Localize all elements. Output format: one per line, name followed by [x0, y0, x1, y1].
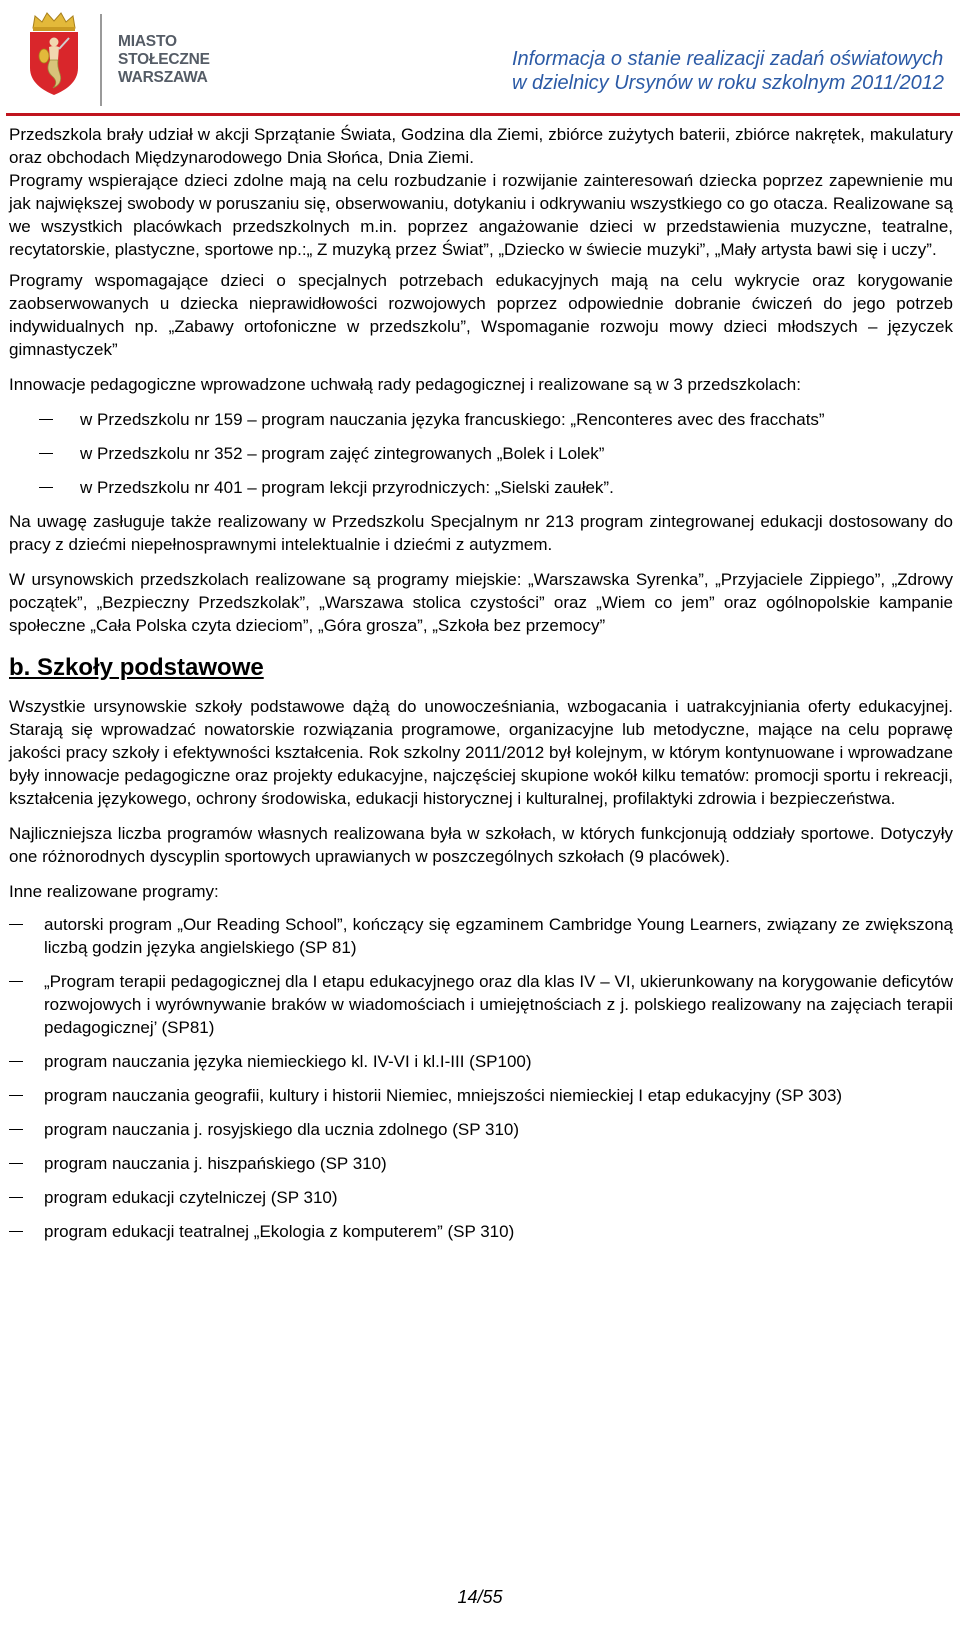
dash-bullet-icon — [9, 1095, 23, 1096]
city-logo-text — [118, 33, 210, 87]
logo-line-1: MIASTO — [118, 33, 177, 50]
header-rule — [6, 113, 960, 116]
list-item — [9, 1084, 953, 1107]
list-item-text: w Przedszkolu nr 159 – program nauczania języka francuskiego: „Renconteres avec des fracchats” — [80, 410, 825, 429]
logo-line-2: STOŁECZNE — [118, 51, 210, 68]
list-item — [9, 913, 953, 959]
paragraph: Innowacje pedagogiczne wprowadzone uchwałą rady pedagogicznej i realizowane są w 3 przedszkolach: — [9, 375, 801, 394]
paragraph: Przedszkola brały udział w akcji Sprzątanie Świata, Godzina dla Ziemi, zbiórce zużytych baterii, zbiórce nakrętek, makulatury oraz obchodach Międzynarodowego Dnia Słońca, Dnia Ziemi. — [9, 125, 953, 167]
paragraph: W ursynowskich przedszkolach realizowane są programy miejskie: „Warszawska Syrenka”, „Przyjaciele Zippiego”, „Zdrowy początek”, „Bezpieczny Przedszkolak”, „Warszawa stolica czystości” oraz „Wiem co jem” oraz ogólnopolskie kampanie społeczne „Cała Polska czyta dzieciom”, „Góra grosza”, „Szkoła bez przemocy” — [9, 570, 953, 635]
dash-bullet-icon — [39, 419, 53, 420]
page-number: 14/55 — [457, 1587, 503, 1607]
list-item-text: autorski program „Our Reading School”, kończący się egzaminem Cambridge Young Learners, związany ze zwiększoną liczbą godzin języka angielskiego (SP 81) — [44, 915, 953, 957]
page-header — [0, 0, 960, 115]
paragraph: Programy wspomagające dzieci o specjalnych potrzebach edukacyjnych mają na celu wykrycie oraz korygowanie zaobserwowanych u dziecka nieprawidłowości rozwojowych poprzez odpowiednie dobranie ćwiczeń do jego potrzeb indywidualnych np. „Zabawy ortofoniczne w przedszkolu”, Wspomaganie rozwoju mowy dzieci młodszych – języczek gimnastyczek” — [9, 271, 953, 359]
list-item-text: program nauczania j. rosyjskiego dla ucznia zdolnego (SP 310) — [44, 1120, 520, 1139]
document-title — [512, 47, 944, 95]
dash-bullet-icon — [9, 1197, 23, 1198]
dash-bullet-icon — [9, 981, 23, 982]
list-item-text: „Program terapii pedagogicznej dla I etapu edukacyjnego oraz dla klas IV – VI, ukierunkowany na korygowanie deficytów rozwojowych i wyrównywanie braków w wiadomościach i umiejętnościach z j. polskiego realizowany na zajęciach terapii pedagogicznej’ (SP81) — [44, 972, 953, 1037]
paragraph: Najliczniejsza liczba programów własnych realizowana była w szkołach, w których funkcjonują oddziały sportowe. Dotyczyły one różnorodnych dyscyplin sportowych uprawianych w poszczególnych szkołach (9 placówek). — [9, 824, 953, 866]
list-item-text: w Przedszkolu nr 401 – program lekcji przyrodniczych: „Sielski zaułek”. — [80, 478, 614, 497]
list-item-text: program nauczania j. hiszpańskiego (SP 310) — [44, 1154, 387, 1173]
list-item-text: w Przedszkolu nr 352 – program zajęć zintegrowanych „Bolek i Lolek” — [80, 444, 605, 463]
list-item — [9, 970, 953, 1039]
dash-bullet-icon — [39, 453, 53, 454]
section-heading: b. Szkoły podstawowe — [9, 654, 264, 681]
list-item — [9, 476, 953, 499]
paragraph: Wszystkie ursynowskie szkoły podstawowe dążą do unowocześniania, wzbogacania i uatrakcyjniania oferty edukacyjnej. Starają się wprowadzać nowatorskie rozwiązania programowe, organizacyjne lub metodyczne, mające na celu poprawę jakości pracy szkoły i efektywności kształcenia. Rok szkolny 2011/2012 był kolejnym, w którym kontynuowane i wprowadzane były innowacje pedagogiczne oraz projekty edukacyjne, najczęściej skupione wokół kilku tematów: promocji sportu i rekreacji, kształcenia językowego, ochrony środowiska, edukacji historycznej i kulturalnej, profilaktyki zdrowia i bezpieczeństwa. — [9, 697, 953, 808]
paragraph: Programy wspierające dzieci zdolne mają na celu rozbudzanie i rozwijanie zainteresowań dziecka poprzez zapewnienie mu jak największej swobody w poruszaniu się, obserwowaniu, dotykaniu i odkrywaniu wszystkiego co go otacza. Realizowane są we wszystkich placówkach przedszkolnych m.in. poprzez angażowanie dzieci w przedstawienia muzyczne, teatralne, recytatorskie, plastyczne, sportowe np.:„ Z muzyką przez Świat”, „Dziecko w świecie muzyki”, „Mały artysta bawi się i uczy”. — [9, 171, 953, 259]
dash-bullet-icon — [9, 1231, 23, 1232]
logo-line-3: WARSZAWA — [118, 69, 208, 86]
list-item — [9, 1050, 953, 1073]
dash-bullet-icon — [9, 1129, 23, 1130]
document-title-line-2: w dzielnicy Ursynów w roku szkolnym 2011/2012 — [511, 72, 944, 94]
list-item — [9, 1118, 953, 1141]
list-item-text: program edukacji teatralnej „Ekologia z komputerem” (SP 310) — [44, 1222, 515, 1241]
list-item — [9, 408, 953, 431]
list-item-text: program nauczania geografii, kultury i historii Niemiec, mniejszości niemieckiej I etap edukacyjny (SP 303) — [44, 1086, 843, 1105]
programs-list — [9, 913, 953, 1243]
innovation-list — [9, 408, 953, 499]
dash-bullet-icon — [39, 487, 53, 488]
dash-bullet-icon — [9, 1163, 23, 1164]
paragraph: Na uwagę zasługuje także realizowany w Przedszkolu Specjalnym nr 213 program zintegrowanej edukacji dostosowany do pracy z dziećmi niepełnosprawnymi intelektualnie i dziećmi z autyzmem. — [9, 512, 953, 554]
page-content — [9, 123, 953, 1254]
list-item-text: program edukacji czytelniczej (SP 310) — [44, 1188, 338, 1207]
dash-bullet-icon — [9, 924, 23, 925]
document-title-line-1: Informacja o stanie realizacji zadań oświatowych — [511, 48, 944, 70]
header-divider — [100, 14, 102, 106]
dash-bullet-icon — [9, 1061, 23, 1062]
paragraph: Inne realizowane programy: — [9, 882, 219, 901]
list-item — [9, 442, 953, 465]
list-item-text: program nauczania języka niemieckiego kl. IV-VI i kl.I-III (SP100) — [44, 1052, 532, 1071]
warsaw-coat-of-arms-icon — [25, 12, 83, 96]
list-item — [9, 1186, 953, 1209]
list-item — [9, 1152, 953, 1175]
list-item — [9, 1220, 953, 1243]
